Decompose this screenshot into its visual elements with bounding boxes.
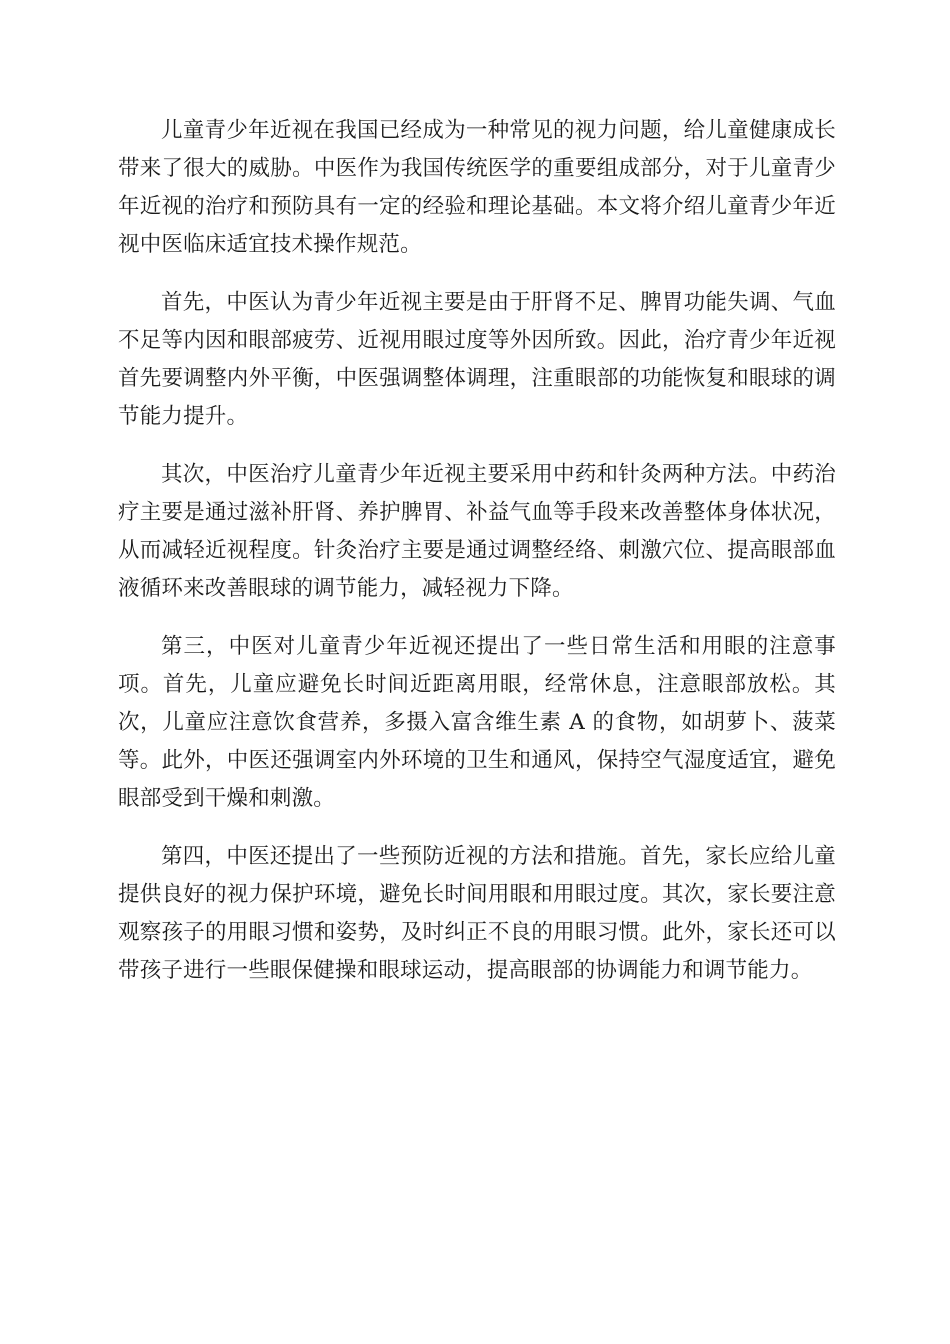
document-body (118, 112, 836, 1010)
paragraph-treatment: 其次，中医治疗儿童青少年近视主要采用中药和针灸两种方法。中药治疗主要是通过滋补肝肾、养护脾胃、补益气血等手段来改善整体身体状况，从而减轻近视程度。针灸治疗主要是通过调整经络、刺激穴位、提高眼部血液循环来改善眼球的调节能力，减轻视力下降。 (118, 462, 836, 601)
paragraph-daily-care: 第三，中医对儿童青少年近视还提出了一些日常生活和用眼的注意事项。首先，儿童应避免长时间近距离用眼，经常休息，注意眼部放松。其次，儿童应注意饮食营养，多摄入富含维生素 A 的食物，如胡萝卜、菠菜等。此外，中医还强调室内外环境的卫生和通风，保持空气湿度适宜，避免眼部受到干燥和刺激。 (118, 634, 836, 811)
paragraph-causes: 首先，中医认为青少年近视主要是由于肝肾不足、脾胃功能失调、气血不足等内因和眼部疲劳、近视用眼过度等外因所致。因此，治疗青少年近视首先要调整内外平衡，中医强调整体调理，注重眼部的功能恢复和眼球的调节能力提升。 (118, 290, 836, 429)
paragraph-intro: 儿童青少年近视在我国已经成为一种常见的视力问题，给儿童健康成长带来了很大的威胁。中医作为我国传统医学的重要组成部分，对于儿童青少年近视的治疗和预防具有一定的经验和理论基础。本文将介绍儿童青少年近视中医临床适宜技术操作规范。 (118, 118, 836, 257)
paragraph-prevention: 第四，中医还提出了一些预防近视的方法和措施。首先，家长应给儿童提供良好的视力保护环境，避免长时间用眼和用眼过度。其次，家长要注意观察孩子的用眼习惯和姿势，及时纠正不良的用眼习惯。此外，家长还可以带孩子进行一些眼保健操和眼球运动，提高眼部的协调能力和调节能力。 (118, 844, 836, 983)
